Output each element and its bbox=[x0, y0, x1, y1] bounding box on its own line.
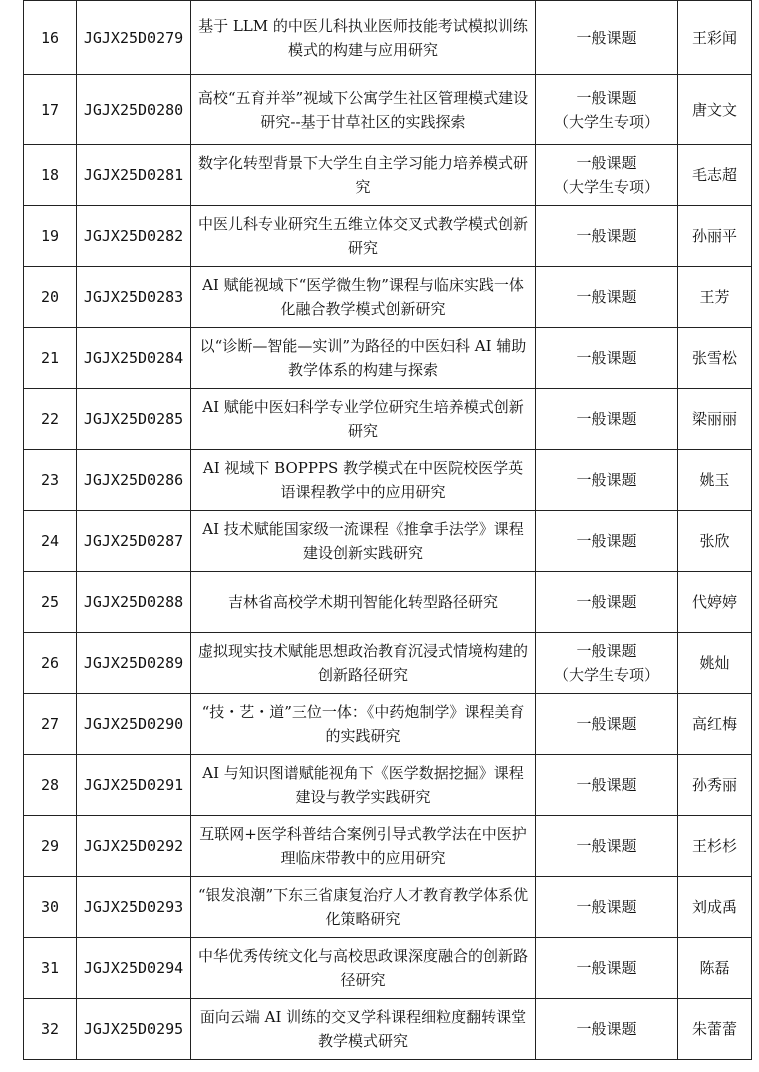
project-leader: 王彩闻 bbox=[678, 1, 752, 75]
project-type bbox=[536, 755, 678, 816]
project-title: 互联网+医学科普结合案例引导式教学法在中医护理临床带教中的应用研究 bbox=[191, 816, 536, 877]
table-row bbox=[24, 816, 752, 877]
project-title: AI 赋能视域下“医学微生物”课程与临床实践一体化融合教学模式创新研究 bbox=[191, 267, 536, 328]
row-number: 21 bbox=[24, 328, 77, 389]
row-number: 31 bbox=[24, 938, 77, 999]
project-type bbox=[536, 877, 678, 938]
project-leader: 孙丽平 bbox=[678, 206, 752, 267]
type-label: 一般课题 bbox=[576, 471, 637, 489]
project-title: 以“诊断—智能—实训”为路径的中医妇科 AI 辅助教学体系的构建与探索 bbox=[191, 328, 536, 389]
project-leader: 梁丽丽 bbox=[678, 389, 752, 450]
table-row bbox=[24, 877, 752, 938]
table-row bbox=[24, 206, 752, 267]
project-title: AI 技术赋能国家级一流课程《推拿手法学》课程建设创新实践研究 bbox=[191, 511, 536, 572]
project-code: JGJX25D0290 bbox=[77, 694, 191, 755]
project-code: JGJX25D0295 bbox=[77, 999, 191, 1060]
project-leader: 姚玉 bbox=[678, 450, 752, 511]
project-leader: 王杉杉 bbox=[678, 816, 752, 877]
type-label: 一般课题 bbox=[576, 532, 637, 550]
table-row bbox=[24, 694, 752, 755]
project-leader: 张欣 bbox=[678, 511, 752, 572]
table-row bbox=[24, 145, 752, 206]
row-number: 27 bbox=[24, 694, 77, 755]
project-type bbox=[536, 450, 678, 511]
project-title: AI 与知识图谱赋能视角下《医学数据挖掘》课程建设与教学实践研究 bbox=[191, 755, 536, 816]
project-leader: 孙秀丽 bbox=[678, 755, 752, 816]
project-type bbox=[536, 816, 678, 877]
project-code: JGJX25D0286 bbox=[77, 450, 191, 511]
table-row bbox=[24, 1, 752, 75]
project-code: JGJX25D0287 bbox=[77, 511, 191, 572]
type-label: 一般课题 bbox=[576, 593, 637, 611]
table-row bbox=[24, 389, 752, 450]
project-leader: 唐文文 bbox=[678, 75, 752, 145]
project-type bbox=[536, 267, 678, 328]
table-row bbox=[24, 267, 752, 328]
type-label: 一般课题 bbox=[576, 715, 637, 733]
type-label: 一般课题 bbox=[576, 1020, 637, 1038]
project-leader: 陈磊 bbox=[678, 938, 752, 999]
project-title: 高校“五育并举”视域下公寓学生社区管理模式建设研究--基于甘草社区的实践探索 bbox=[191, 75, 536, 145]
project-code: JGJX25D0288 bbox=[77, 572, 191, 633]
project-leader: 王芳 bbox=[678, 267, 752, 328]
row-number: 30 bbox=[24, 877, 77, 938]
type-sub-label: （大学生专项） bbox=[553, 666, 659, 684]
type-sub-label: （大学生专项） bbox=[553, 178, 659, 196]
type-label: 一般课题 bbox=[576, 227, 637, 245]
project-code: JGJX25D0294 bbox=[77, 938, 191, 999]
type-label: 一般课题 bbox=[576, 88, 637, 107]
row-number: 24 bbox=[24, 511, 77, 572]
table-row bbox=[24, 75, 752, 145]
project-title: “技・艺・道”三位一体：《中药炮制学》课程美育的实践研究 bbox=[191, 694, 536, 755]
type-label: 一般课题 bbox=[576, 898, 637, 916]
project-title: AI 赋能中医妇科学专业学位研究生培养模式创新研究 bbox=[191, 389, 536, 450]
project-title: 虚拟现实技术赋能思想政治教育沉浸式情境构建的创新路径研究 bbox=[191, 633, 536, 694]
row-number: 22 bbox=[24, 389, 77, 450]
type-label: 一般课题 bbox=[576, 28, 637, 47]
project-leader: 代婷婷 bbox=[678, 572, 752, 633]
project-code: JGJX25D0285 bbox=[77, 389, 191, 450]
type-label: 一般课题 bbox=[576, 288, 637, 306]
project-title: 面向云端 AI 训练的交叉学科课程细粒度翻转课堂教学模式研究 bbox=[191, 999, 536, 1060]
project-table bbox=[23, 0, 752, 1060]
project-code: JGJX25D0293 bbox=[77, 877, 191, 938]
project-title: AI 视域下 BOPPPS 教学模式在中医院校医学英语课程教学中的应用研究 bbox=[191, 450, 536, 511]
project-type bbox=[536, 1, 678, 75]
table-row bbox=[24, 511, 752, 572]
project-code: JGJX25D0289 bbox=[77, 633, 191, 694]
table-row bbox=[24, 999, 752, 1060]
project-code: JGJX25D0284 bbox=[77, 328, 191, 389]
type-label: 一般课题 bbox=[576, 349, 637, 367]
row-number: 25 bbox=[24, 572, 77, 633]
row-number: 32 bbox=[24, 999, 77, 1060]
table-row bbox=[24, 328, 752, 389]
row-number: 23 bbox=[24, 450, 77, 511]
row-number: 18 bbox=[24, 145, 77, 206]
project-type bbox=[536, 999, 678, 1060]
project-code: JGJX25D0281 bbox=[77, 145, 191, 206]
project-leader: 朱蕾蕾 bbox=[678, 999, 752, 1060]
project-type bbox=[536, 206, 678, 267]
project-type bbox=[536, 694, 678, 755]
row-number: 19 bbox=[24, 206, 77, 267]
table-row bbox=[24, 938, 752, 999]
project-leader: 姚灿 bbox=[678, 633, 752, 694]
row-number: 17 bbox=[24, 75, 77, 145]
project-leader: 毛志超 bbox=[678, 145, 752, 206]
table-row bbox=[24, 755, 752, 816]
project-type bbox=[536, 938, 678, 999]
table-row bbox=[24, 450, 752, 511]
project-leader: 刘成禹 bbox=[678, 877, 752, 938]
type-label: 一般课题 bbox=[576, 154, 637, 172]
project-leader: 高红梅 bbox=[678, 694, 752, 755]
project-code: JGJX25D0279 bbox=[77, 1, 191, 75]
table-row bbox=[24, 572, 752, 633]
project-title: 中华优秀传统文化与高校思政课深度融合的创新路径研究 bbox=[191, 938, 536, 999]
type-label: 一般课题 bbox=[576, 776, 637, 794]
project-leader: 张雪松 bbox=[678, 328, 752, 389]
project-title: 基于 LLM 的中医儿科执业医师技能考试模拟训练模式的构建与应用研究 bbox=[191, 1, 536, 75]
row-number: 20 bbox=[24, 267, 77, 328]
project-type bbox=[536, 389, 678, 450]
project-title: “银发浪潮”下东三省康复治疗人才教育教学体系优化策略研究 bbox=[191, 877, 536, 938]
type-label: 一般课题 bbox=[576, 642, 637, 660]
row-number: 29 bbox=[24, 816, 77, 877]
project-code: JGJX25D0280 bbox=[77, 75, 191, 145]
type-label: 一般课题 bbox=[576, 410, 637, 428]
project-type bbox=[536, 633, 678, 694]
project-title: 数字化转型背景下大学生自主学习能力培养模式研究 bbox=[191, 145, 536, 206]
project-title: 吉林省高校学术期刊智能化转型路径研究 bbox=[191, 572, 536, 633]
project-type bbox=[536, 511, 678, 572]
project-type bbox=[536, 75, 678, 145]
project-code: JGJX25D0291 bbox=[77, 755, 191, 816]
project-code: JGJX25D0282 bbox=[77, 206, 191, 267]
project-type bbox=[536, 328, 678, 389]
type-label: 一般课题 bbox=[576, 959, 637, 977]
project-title: 中医儿科专业研究生五维立体交叉式教学模式创新研究 bbox=[191, 206, 536, 267]
type-sub-label: （大学生专项） bbox=[553, 112, 659, 131]
type-label: 一般课题 bbox=[576, 837, 637, 855]
project-type bbox=[536, 145, 678, 206]
row-number: 28 bbox=[24, 755, 77, 816]
row-number: 26 bbox=[24, 633, 77, 694]
project-code: JGJX25D0292 bbox=[77, 816, 191, 877]
project-code: JGJX25D0283 bbox=[77, 267, 191, 328]
row-number: 16 bbox=[24, 1, 77, 75]
project-type bbox=[536, 572, 678, 633]
table-row bbox=[24, 633, 752, 694]
